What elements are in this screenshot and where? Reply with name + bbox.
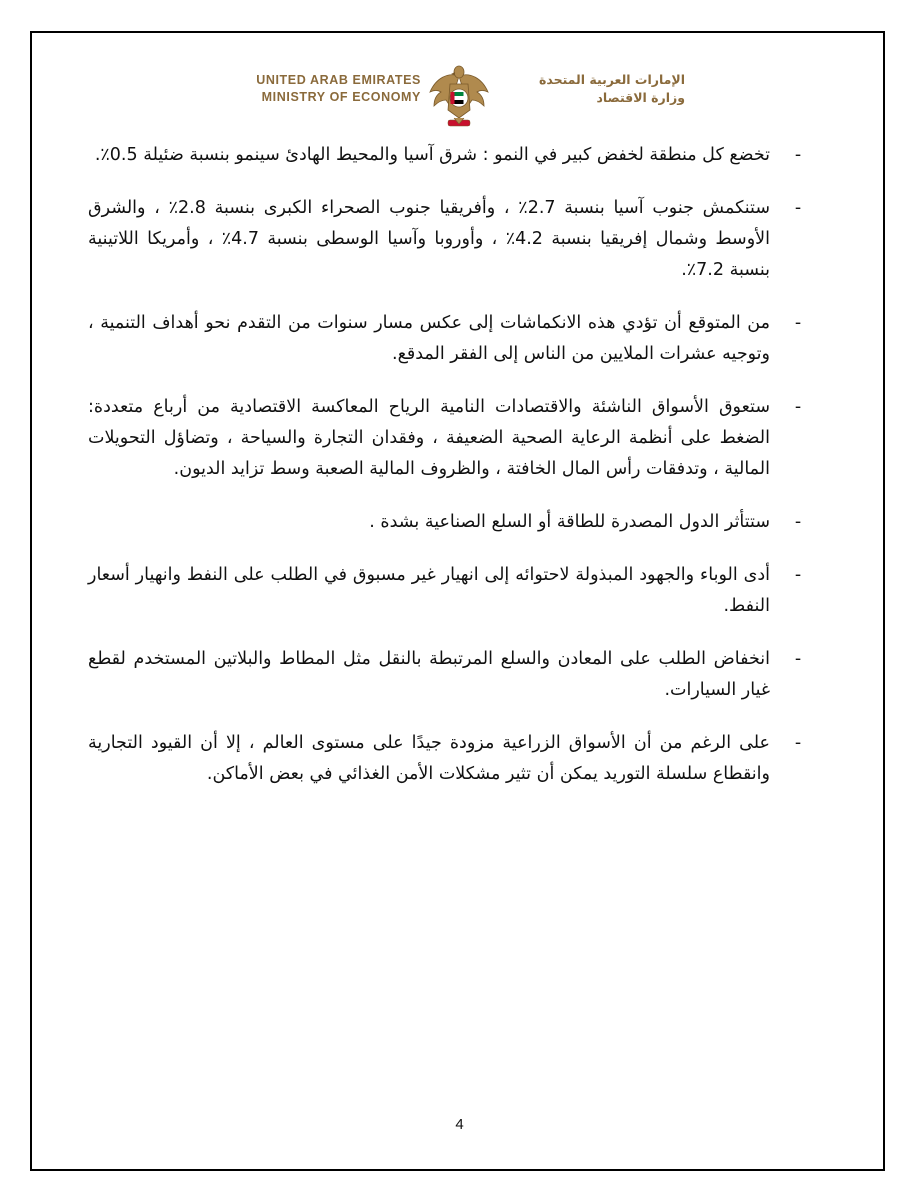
bullet-item (88, 560, 808, 622)
bullet-item (88, 193, 808, 286)
letterhead (0, 62, 919, 134)
org-ar-line1: الإمارات العربية المتحدة (538, 72, 685, 87)
bullet-text: ستنكمش جنوب آسيا بنسبة 2.7٪ ، وأفريقيا جنوب الصحراء الكبرى بنسبة 2.8٪ ، والشرق الأوسط وشمال إفريقيا بنسبة 4.2٪ ، وأوروبا وآسيا الوسطى بنسبة 4.7٪ ، وأمريكا اللاتينية بنسبة 7.2٪. (88, 198, 770, 280)
bullet-list (88, 140, 808, 812)
bullet-marker: - (794, 733, 802, 753)
ministry-name-english (256, 72, 421, 106)
bullet-marker: - (794, 145, 802, 165)
org-ar-line2: وزارة الاقتصاد (596, 90, 685, 105)
bullet-item (88, 644, 808, 706)
bullet-marker: - (794, 565, 802, 585)
bullet-text: من المتوقع أن تؤدي هذه الانكماشات إلى عكس مسار سنوات من التقدم نحو أهداف التنمية ، وتوجيه عشرات الملايين من الناس إلى الفقر المدقع. (88, 313, 770, 364)
org-en-line1: UNITED ARAB EMIRATES (256, 73, 421, 87)
bullet-marker: - (794, 198, 802, 218)
bullet-item (88, 728, 808, 790)
bullet-item (88, 507, 808, 538)
bullet-item (88, 392, 808, 485)
bullet-text: انخفاض الطلب على المعادن والسلع المرتبطة بالنقل مثل المطاط والبلاتين المستخدم لقطع غيار السيارات. (88, 649, 770, 700)
bullet-item (88, 308, 808, 370)
bullet-text: على الرغم من أن الأسواق الزراعية مزودة جيدًا على مستوى العالم ، إلا أن القيود التجارية وانقطاع سلسلة التوريد يمكن أن تثير مشكلات الأمن الغذائي في بعض الأماكن. (88, 733, 770, 784)
bullet-marker: - (794, 397, 802, 417)
bullet-text: ستتأثر الدول المصدرة للطاقة أو السلع الصناعية بشدة . (369, 512, 770, 532)
bullet-item (88, 140, 808, 171)
bullet-marker: - (794, 649, 802, 669)
org-en-line2: MINISTRY OF ECONOMY (261, 90, 421, 104)
bullet-marker: - (794, 512, 802, 532)
ministry-name-arabic (510, 71, 685, 107)
bullet-text: تخضع كل منطقة لخفض كبير في النمو : شرق آسيا والمحيط الهادئ سينمو بنسبة ضئيلة 0.5٪. (94, 145, 770, 165)
page-number: 4 (455, 1116, 464, 1133)
bullet-text: ستعوق الأسواق الناشئة والاقتصادات النامية الرياح المعاكسة الاقتصادية من أرباع متعددة: الضغط على أنظمة الرعاية الصحية الضعيفة ، وفقدان التجارة والسياحة ، وتضاؤل التحويلات المالية ، وتدفقات رأس المال الخافتة ، والظروف المالية الصعبة وسط تزايد الديون. (88, 397, 770, 479)
bullet-marker: - (794, 313, 802, 333)
bullet-text: أدى الوباء والجهود المبذولة لاحتوائه إلى انهيار غير مسبوق في الطلب على النفط وانهيار أسعار النفط. (88, 565, 770, 616)
uae-falcon-emblem-icon (424, 62, 494, 132)
